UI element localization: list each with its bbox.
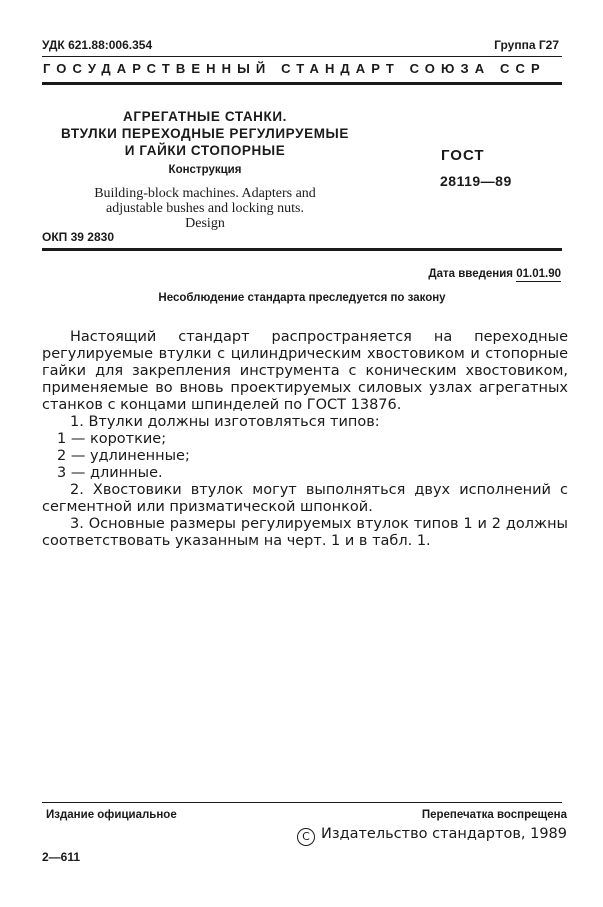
title-line-3: И ГАЙКИ СТОПОРНЫЕ [124, 143, 286, 158]
english-title [60, 186, 350, 231]
banner-rule [42, 82, 562, 85]
scope-paragraph: Настоящий стандарт распространяется на переходные регулируемые втулки с цилиндрическим хвостовиком и стопорные гайки для закрепления инструмента с коническим хвостовиком, применяемые во вновь проектируемых силовых узлах агрегатных станков с концами шпинделей по ГОСТ 13876. [42, 329, 568, 413]
type-item-1: 1 — короткие; [57, 431, 167, 447]
gost-label: ГОСТ [441, 147, 485, 164]
title-subtitle: Конструкция [168, 164, 242, 176]
english-title-line-3: Design [185, 216, 225, 231]
group-code: Группа Г27 [494, 38, 559, 52]
date-label: Дата введения [428, 268, 514, 280]
clause-2: 2. Хвостовики втулок могут выполняться двух исполнений с сегментной или призматической шпонкой. [42, 482, 568, 515]
enforcement-notice: Несоблюдение стандарта преследуется по закону [158, 292, 446, 304]
udk-code: УДК 621.88:006.354 [42, 38, 153, 52]
body-text [42, 329, 568, 550]
introduction-date [428, 268, 561, 280]
date-value: 01.01.90 [516, 268, 561, 280]
official-edition: Издание официальное [46, 809, 177, 821]
english-title-line-2: adjustable bushes and locking nuts. [106, 201, 304, 216]
standard-title [60, 108, 350, 159]
title-line-2: ВТУЛКИ ПЕРЕХОДНЫЕ РЕГУЛИРУЕМЫЕ [61, 126, 349, 141]
page-code: 2—611 [42, 850, 81, 864]
publisher [297, 826, 567, 846]
publisher-name: Издательство стандартов, 1989 [321, 826, 567, 842]
top-rule [42, 56, 562, 57]
clause-1: 1. Втулки должны изготовляться типов: [70, 414, 380, 430]
copyright-icon: С [297, 828, 315, 846]
footer-rule [42, 802, 562, 803]
okp-code: ОКП 39 2830 [42, 230, 114, 244]
gost-number: 28119—89 [440, 173, 512, 189]
type-item-2: 2 — удлиненные; [57, 448, 190, 464]
reprint-notice: Перепечатка воспрещена [421, 809, 567, 821]
english-title-line-1: Building-block machines. Adapters and [94, 186, 316, 201]
title-bottom-rule [42, 248, 562, 251]
state-standard-banner: ГОСУДАРСТВЕННЫЙ СТАНДАРТ СОЮЗА ССР [43, 61, 546, 76]
title-line-1: АГРЕГАТНЫЕ СТАНКИ. [122, 109, 288, 124]
clause-3: 3. Основные размеры регулируемых втулок типов 1 и 2 должны соответствовать указанным на черт. 1 и в табл. 1. [42, 516, 568, 549]
type-item-3: 3 — длинные. [57, 465, 163, 481]
